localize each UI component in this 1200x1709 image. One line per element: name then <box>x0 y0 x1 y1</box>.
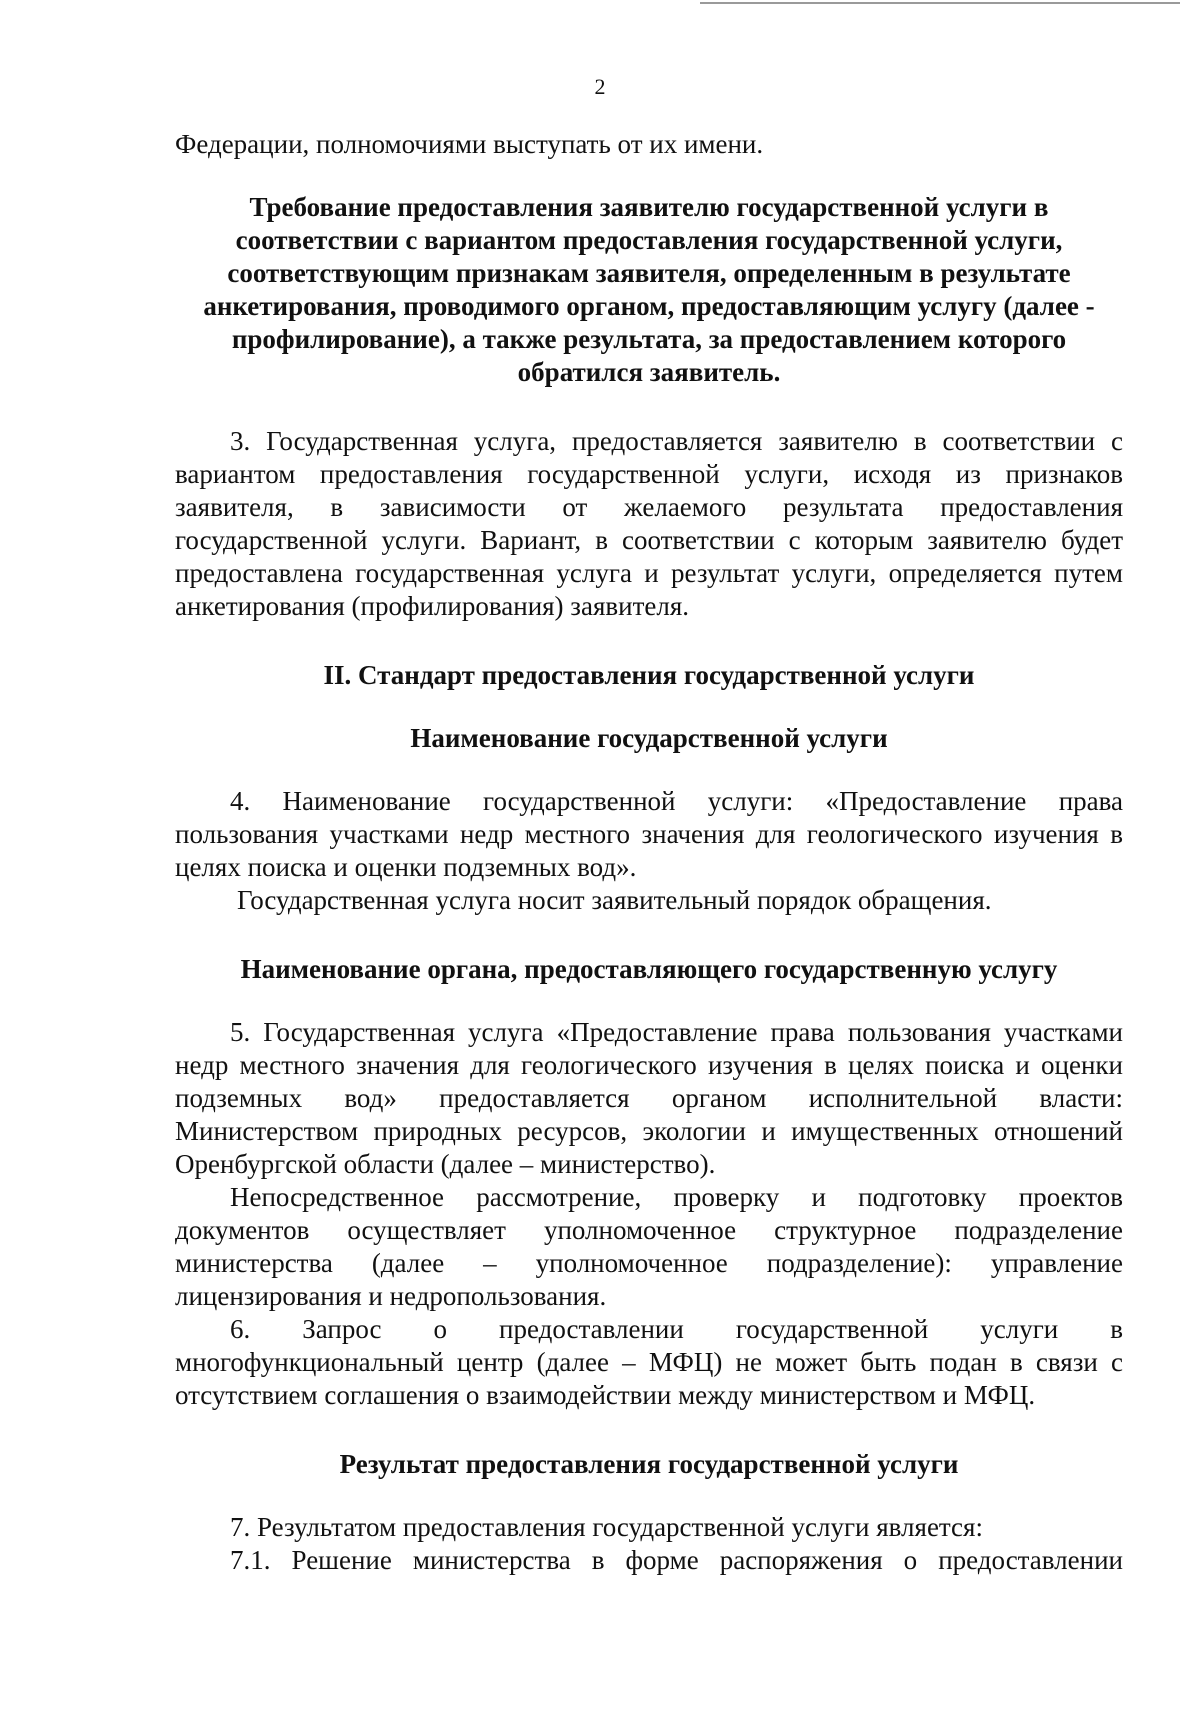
paragraph-6: 6. Запрос о предоставлении государственной услуги в многофункциональный центр (далее – МФЦ) не может быть подан в связи с отсутствием соглашения о взаимодействии между министерством и МФЦ. <box>175 1314 1123 1410</box>
paragraph-3: 3. Государственная услуга, предоставляется заявителю в соответствии с вариантом предоставления государственной услуги, исходя из признаков заявителя, в зависимости от желаемого результата предоставления государственной услуги. Вариант, в соответствии с которым заявителю будет предоставлена государственная услуга и результат услуги, определяется путем анкетирования (профилирования) заявителя. <box>175 426 1123 621</box>
page-number: 2 <box>594 74 606 99</box>
paragraph-5-2: Непосредственное рассмотрение, проверку и подготовку проектов документов осуществляет уполномоченное структурное подразделение министерства (далее – уполномоченное подразделение): управление лицензирования и недропользования. <box>175 1182 1123 1311</box>
continued-text: Федерации, полномочиями выступать от их имени. <box>175 129 764 159</box>
section-heading-requirement: Требование предоставления заявителю государственной услуги в соответствии с вариантом предоставления государственной услуги, соответствующим признакам заявителя, определенным в результате анкетирования, проводимого органом, предоставляющим услугу (далее - профилирование), а также результата, за предоставлением которого обратился заявитель. <box>203 192 1095 387</box>
scan-edge-line <box>700 2 1180 4</box>
heading-result: Результат предоставления государственной услуги <box>339 1449 959 1479</box>
document-body <box>175 128 1123 1577</box>
paragraph-7: 7. Результатом предоставления государственной услуги является: <box>230 1512 983 1542</box>
paragraph-7-1: 7.1. Решение министерства в форме распоряжения о предоставлении <box>230 1545 1123 1575</box>
heading-service-name: Наименование государственной услуги <box>410 723 888 753</box>
paragraph-4: 4. Наименование государственной услуги: «Предоставление права пользования участками недр местного значения для геологического изучения в целях поиска и оценки подземных вод». <box>175 786 1123 882</box>
heading-authority: Наименование органа, предоставляющего государственную услугу <box>240 954 1058 984</box>
chapter-heading: II. Стандарт предоставления государственной услуги <box>323 660 975 690</box>
paragraph-5: 5. Государственная услуга «Предоставление права пользования участками недр местного значения для геологического изучения в целях поиска и оценки подземных вод» предоставляется органом исполнительной власти: Министерством природных ресурсов, экологии и имущественных отношений Оренбургской области (далее – министерство). <box>175 1017 1123 1179</box>
paragraph-4-note: Государственная услуга носит заявительный порядок обращения. <box>237 885 992 915</box>
